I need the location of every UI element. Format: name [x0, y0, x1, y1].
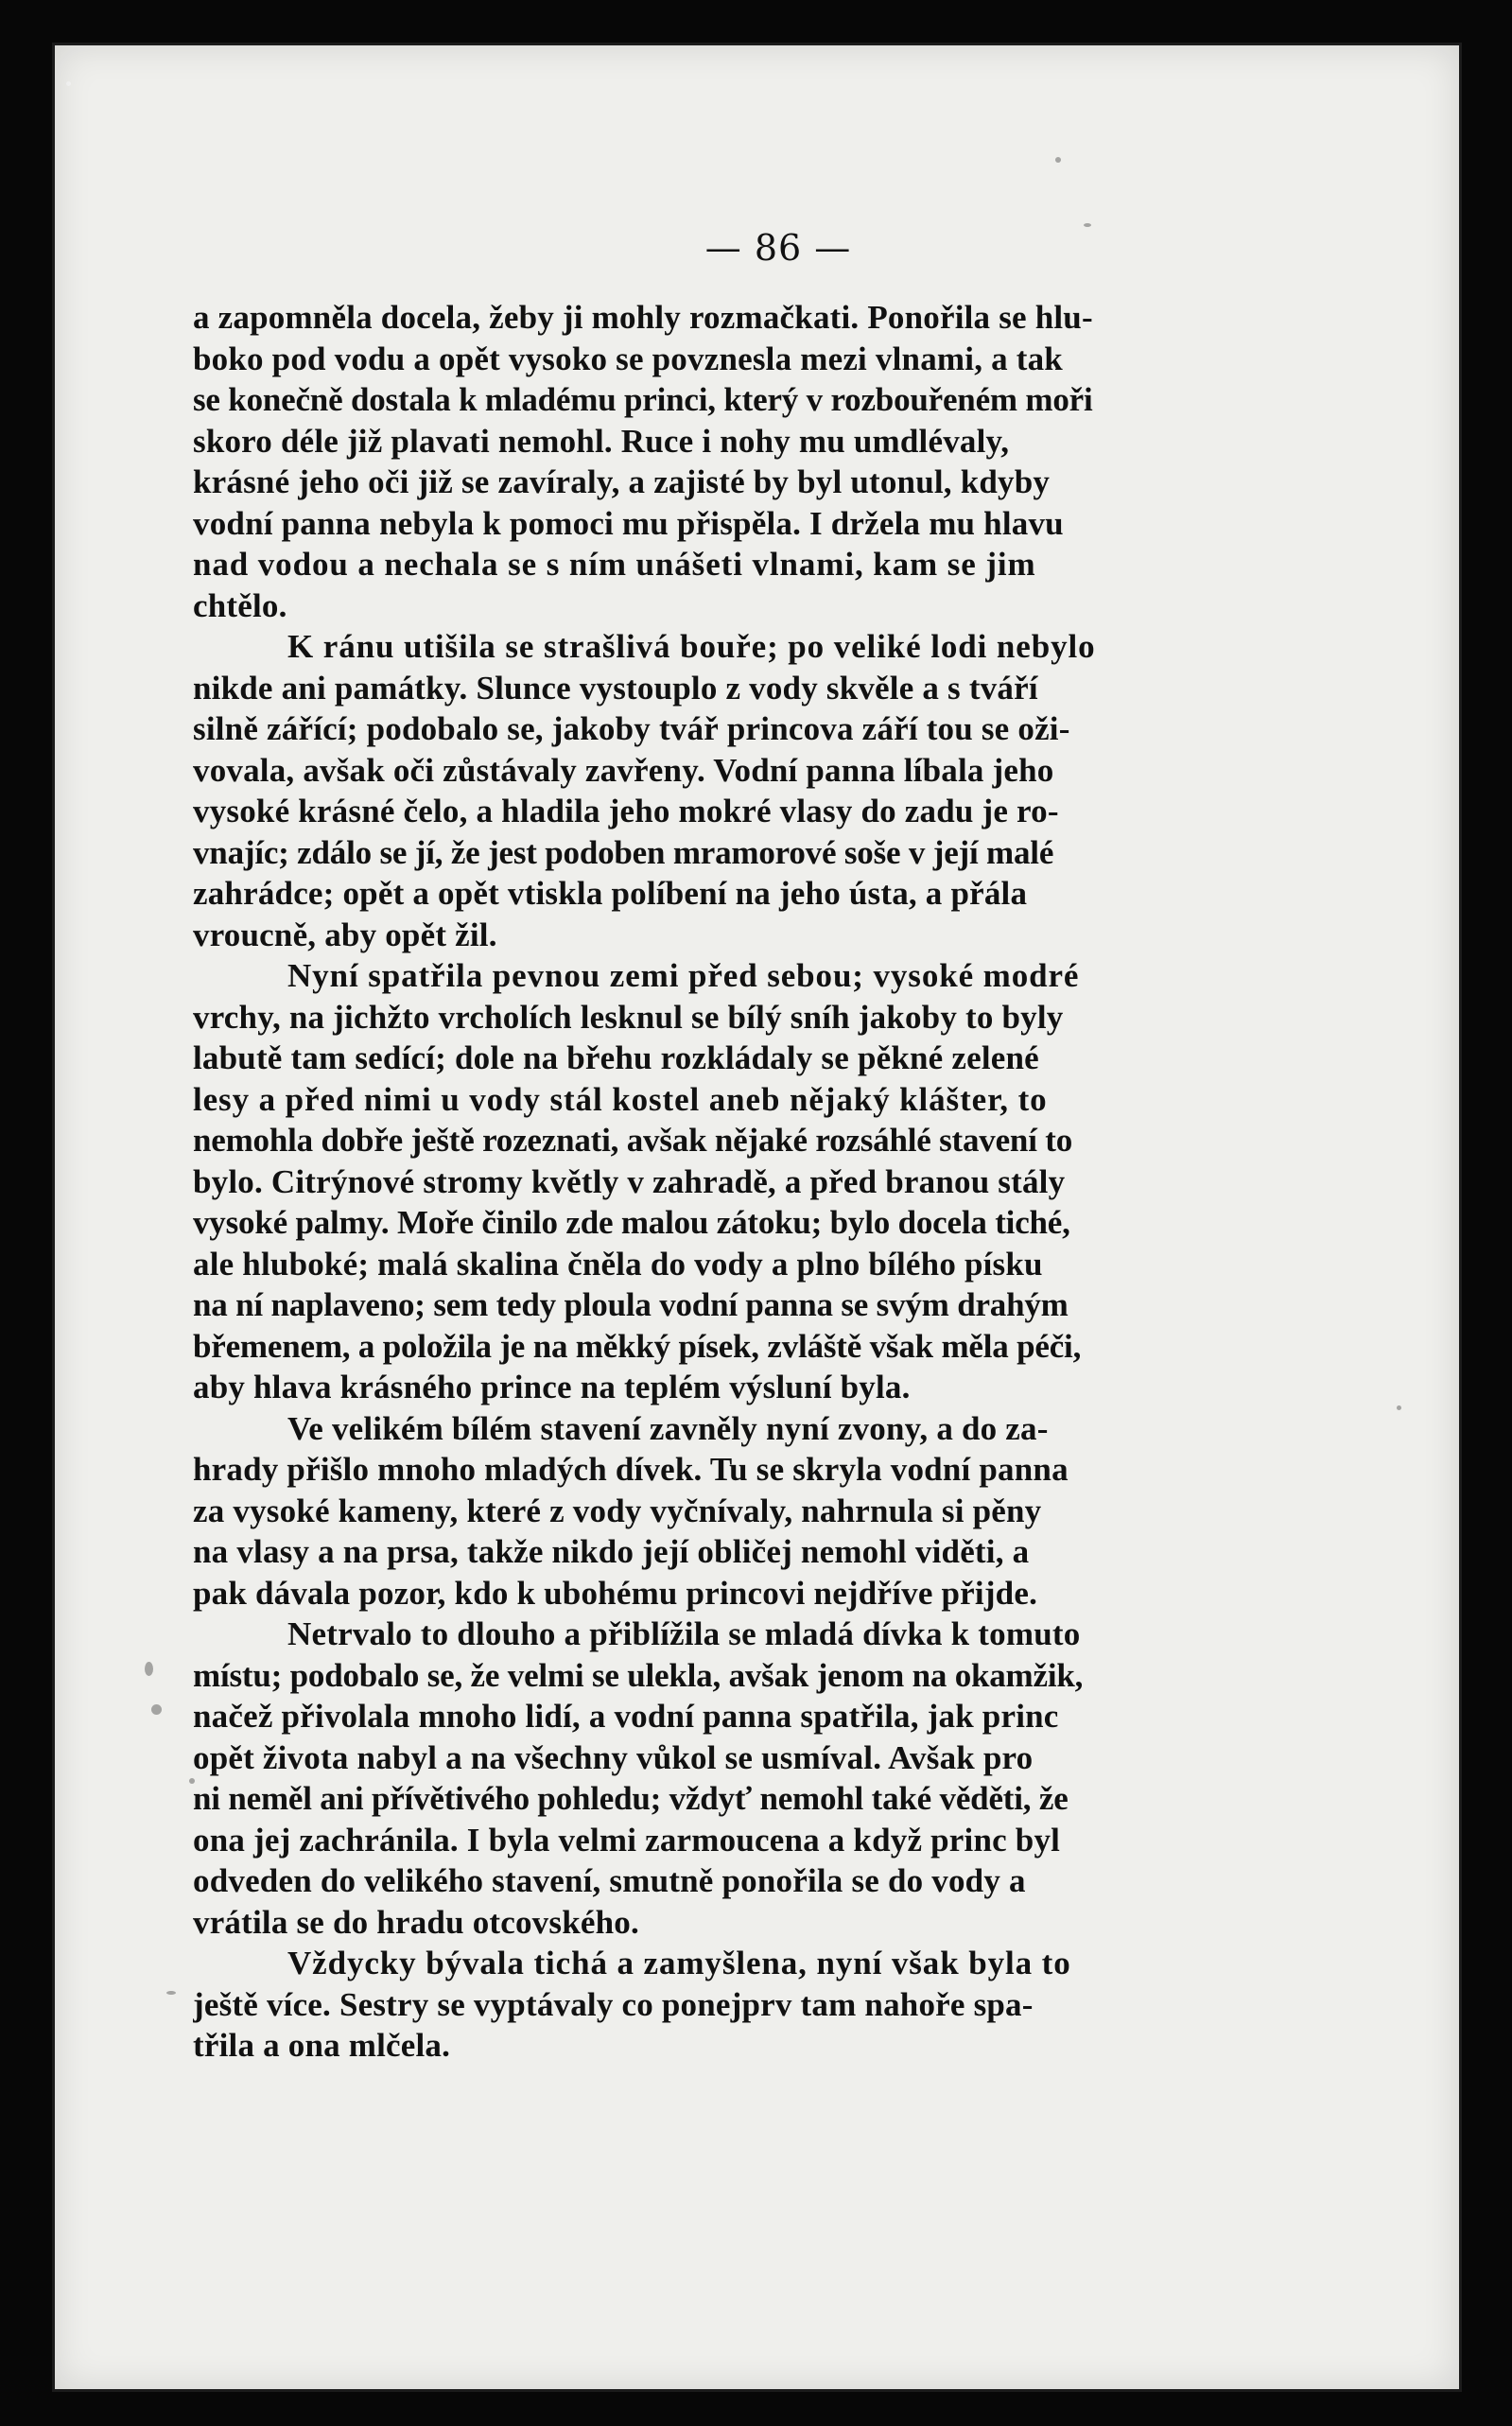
- text-line: opět života nabyl a na všechny vůkol se usmíval. Avšak pro: [193, 1738, 1034, 1776]
- text-line: načež přivolala mnoho lidí, a vodní panna spatřila, jak princ: [193, 1698, 1059, 1735]
- page-speck: [66, 81, 71, 86]
- text-line: K ránu utišila se strašlivá bouře; po veliké lodi nebylo: [287, 628, 1096, 665]
- text-line: za vysoké kameny, které z vody vyčnívaly, nahrnula si pěny: [193, 1492, 1042, 1529]
- page-number: — 86 —: [704, 227, 852, 269]
- text-line: bylo. Citrýnové stromy květly v zahradě, a před branou stály: [193, 1162, 1066, 1200]
- text-line: vrchy, na jichžto vrcholích lesknul se bílý sníh jakoby to byly: [193, 998, 1064, 1036]
- paragraph-6: [193, 1943, 1305, 2067]
- text-line: ale hluboké; malá skalina čněla do vody a plno bílého písku: [193, 1245, 1043, 1283]
- book-page: [55, 45, 1459, 2389]
- text-line: nemohla dobře ještě rozeznati, avšak nějaké rozsáhlé stavení to: [193, 1122, 1073, 1159]
- text-line: labutě tam sedící; dole na břehu rozkládaly se pěkné zelené: [193, 1039, 1039, 1076]
- text-line: vnajíc; zdálo se jí, že jest podoben mramorové soše v její malé: [193, 833, 1054, 871]
- text-line: vroucně, aby opět žil.: [193, 916, 497, 953]
- text-line: Nyní spatřila pevnou zemi před sebou; vysoké modré: [287, 957, 1080, 994]
- page-speck: [1055, 157, 1061, 163]
- page-speck: [1397, 1405, 1401, 1410]
- text-line: vodní panna nebyla k pomoci mu přispěla. I držela mu hlavu: [193, 504, 1064, 542]
- text-line: odveden do velikého stavení, smutně ponořila se do vody a: [193, 1862, 1026, 1899]
- text-line: Ve velikém bílém stavení zavněly nyní zvony, a do za-: [287, 1409, 1049, 1447]
- text-line: vysoké krásné čelo, a hladila jeho mokré vlasy do zadu je ro-: [193, 793, 1059, 829]
- text-line: lesy a před nimi u vody stál kostel aneb nějaký klášter, to: [193, 1080, 1048, 1118]
- paragraph-1: [193, 297, 1305, 626]
- text-line: na ní naplaveno; sem tedy ploula vodní panna se svým drahým: [193, 1286, 1069, 1323]
- paragraph-4: [193, 1408, 1305, 1614]
- page-speck: [151, 1704, 162, 1715]
- text-line: břemenem, a položila je na měkký písek, zvláště však měla péči,: [193, 1327, 1082, 1365]
- page-speck: [145, 1662, 153, 1676]
- text-line: aby hlava krásného prince na teplém výsluní byla.: [193, 1369, 911, 1405]
- text-line: ona jej zachránila. I byla velmi zarmoucena a když princ byl: [193, 1821, 1061, 1859]
- text-line: zahrádce; opět a opět vtiskla políbení na jeho ústa, a přála: [193, 875, 1028, 912]
- text-line: vysoké palmy. Moře činilo zde malou zátoku; bylo docela tiché,: [193, 1204, 1070, 1241]
- text-line: třila a ona mlčela.: [193, 2027, 451, 2064]
- page-speck: [1084, 223, 1091, 227]
- text-line: místu; podobalo se, že velmi se ulekla, avšak jenom na okamžik,: [193, 1656, 1084, 1694]
- text-line: se konečně dostala k mladému princi, který v rozbouřeném moři: [193, 381, 1093, 418]
- paragraph-3: [193, 955, 1305, 1408]
- text-line: hrady přišlo mnoho mladých dívek. Tu se skryla vodní panna: [193, 1451, 1069, 1488]
- text-line: skoro déle již plavati nemohl. Ruce i nohy mu umdlévaly,: [193, 422, 1010, 460]
- paragraph-5: [193, 1614, 1305, 1943]
- text-line: nad vodou a nechala se s ním unášeti vlnami, kam se jim: [193, 546, 1036, 583]
- text-line: ni neměl ani přívětivého pohledu; vždyť nemohl také věděti, že: [193, 1780, 1069, 1817]
- text-line: ještě více. Sestry se vyptávaly co ponejprv tam nahoře spa-: [193, 1985, 1034, 2023]
- text-line: Vždycky bývala tichá a zamyšlena, nyní však byla to: [287, 1945, 1071, 1981]
- paragraph-2: [193, 626, 1305, 955]
- text-line: nikde ani památky. Slunce vystouplo z vody skvěle a s tváří: [193, 669, 1038, 707]
- text-line: silně zářící; podobalo se, jakoby tvář princova září tou se oži-: [193, 710, 1070, 747]
- text-line: chtělo.: [193, 586, 287, 624]
- text-line: vovala, avšak oči zůstávaly zavřeny. Vodní panna líbala jeho: [193, 751, 1054, 789]
- text-line: krásné jeho oči již se zavíraly, a zajisté by byl utonul, kdyby: [193, 463, 1051, 500]
- text-line: a zapomněla docela, žeby ji mohly rozmačkati. Ponořila se hlu-: [193, 299, 1093, 336]
- text-block: [193, 297, 1305, 2226]
- text-line: na vlasy a na prsa, takže nikdo její obličej nemohl viděti, a: [193, 1533, 1030, 1570]
- text-line: vrátila se do hradu otcovského.: [193, 1903, 639, 1941]
- page-speck: [166, 1991, 176, 1995]
- text-line: Netrvalo to dlouho a přiblížila se mladá dívka k tomuto: [287, 1615, 1081, 1652]
- text-line: pak dávala pozor, kdo k ubohému princovi nejdříve přijde.: [193, 1574, 1038, 1612]
- text-line: boko pod vodu a opět vysoko se povznesla mezi vlnami, a tak: [193, 340, 1063, 377]
